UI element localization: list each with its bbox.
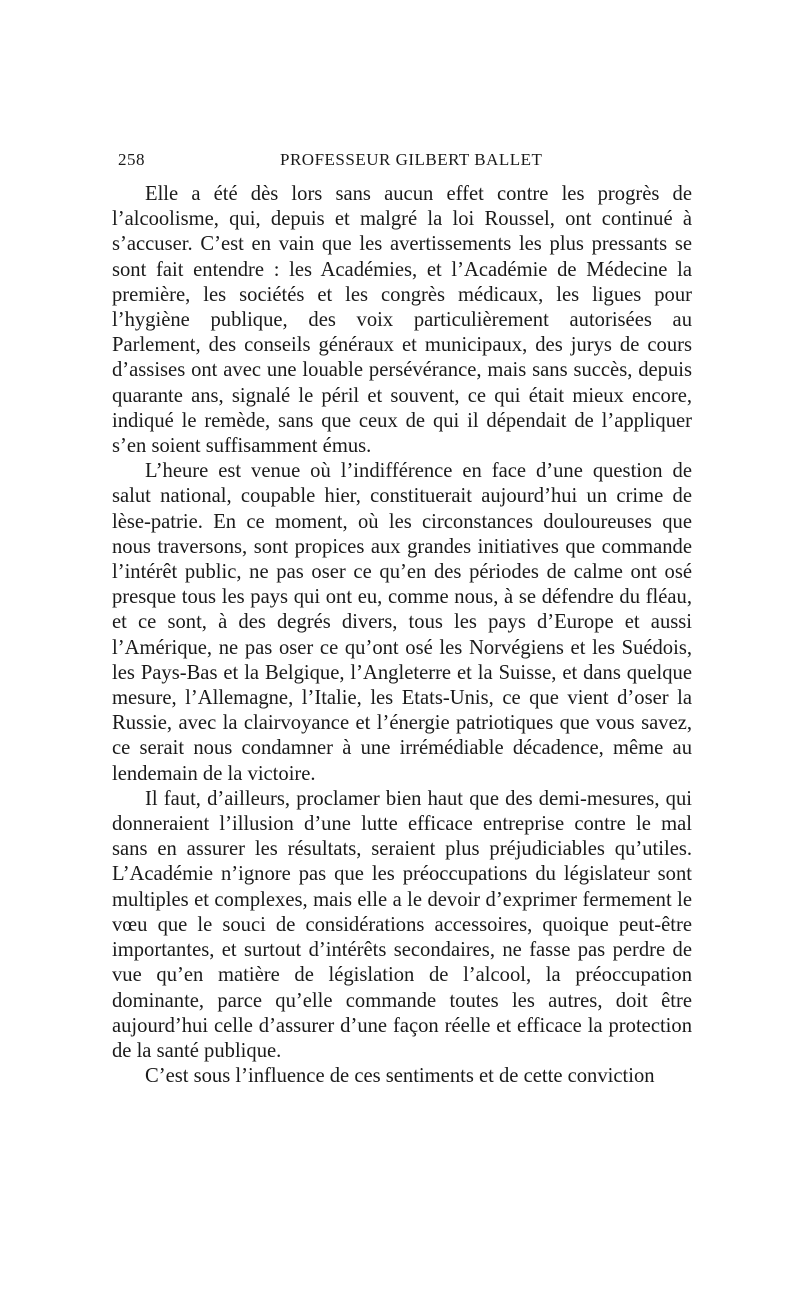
body-text (112, 182, 692, 1089)
paragraph: Il faut, d’ailleurs, proclamer bien haut que des demi-mesures, qui donneraient l’illusion d’une lutte efficace entreprise contre le mal sans en assurer les résultats, seraient plus préjudiciables qu’utiles. L’Académie n’ignore pas que les préoccupations du législateur sont multiples et complexes, mais elle a le devoir d’exprimer fermement le vœu que le souci de considérations accessoires, quoique peut-être importantes, et surtout d’intérêts secondaires, ne fasse pas perdre de vue qu’en matière de législation de l’alcool, la préoccupation dominante, parce qu’elle commande toutes les autres, doit être aujourd’hui celle d’assurer d’une façon réelle et efficace la protection de la santé publique. (112, 787, 692, 1062)
running-title: PROFESSEUR GILBERT BALLET (280, 150, 543, 169)
paragraph: L’heure est venue où l’indifférence en face d’une question de salut national, coupable hier, constituerait aujourd’hui un crime de lèse-patrie. En ce moment, où les circonstances douloureuses que nous traversons, sont propices aux grandes initiatives que commande l’intérêt public, ne pas oser ce qu’en des périodes de calme ont osé presque tous les pays qui ont eu, comme nous, à se défendre du fléau, et ce sont, à des degrés divers, tous les pays d’Europe et aussi l’Amérique, ne pas oser ce qu’ont osé les Norvégiens et les Suédois, les Pays-Bas et la Belgique, l’Angleterre et la Suisse, et dans quelque mesure, l’Allemagne, l’Italie, les Etats-Unis, ce que vient d’oser la Russie, avec la clairvoyance et l’énergie patriotiques que vous savez, ce serait nous condamner à une irrémédiable décadence, même au lendemain de la victoire. (112, 460, 692, 785)
page-number: 258 (118, 150, 145, 169)
paragraph: Elle a été dès lors sans aucun effet contre les progrès de l’alcoolisme, qui, depuis et malgré la loi Roussel, ont continué à s’accuser. C’est en vain que les avertissements les plus pressants se sont fait entendre : les Académies, et l’Académie de Médecine la première, les sociétés et les congrès médicaux, les ligues pour l’hygiène publique, des voix particulièrement autorisées au Parlement, des conseils généraux et municipaux, des jurys de cours d’assises ont avec une louable persévérance, mais sans succès, depuis quarante ans, signalé le péril et souvent, ce qui était mieux encore, indiqué le remède, sans que ceux de qui il dépendait de l’appliquer s’en soient suffisamment émus. (112, 183, 692, 458)
paragraph: C’est sous l’influence de ces sentiments et de cette conviction (145, 1065, 655, 1088)
running-head (118, 150, 688, 174)
